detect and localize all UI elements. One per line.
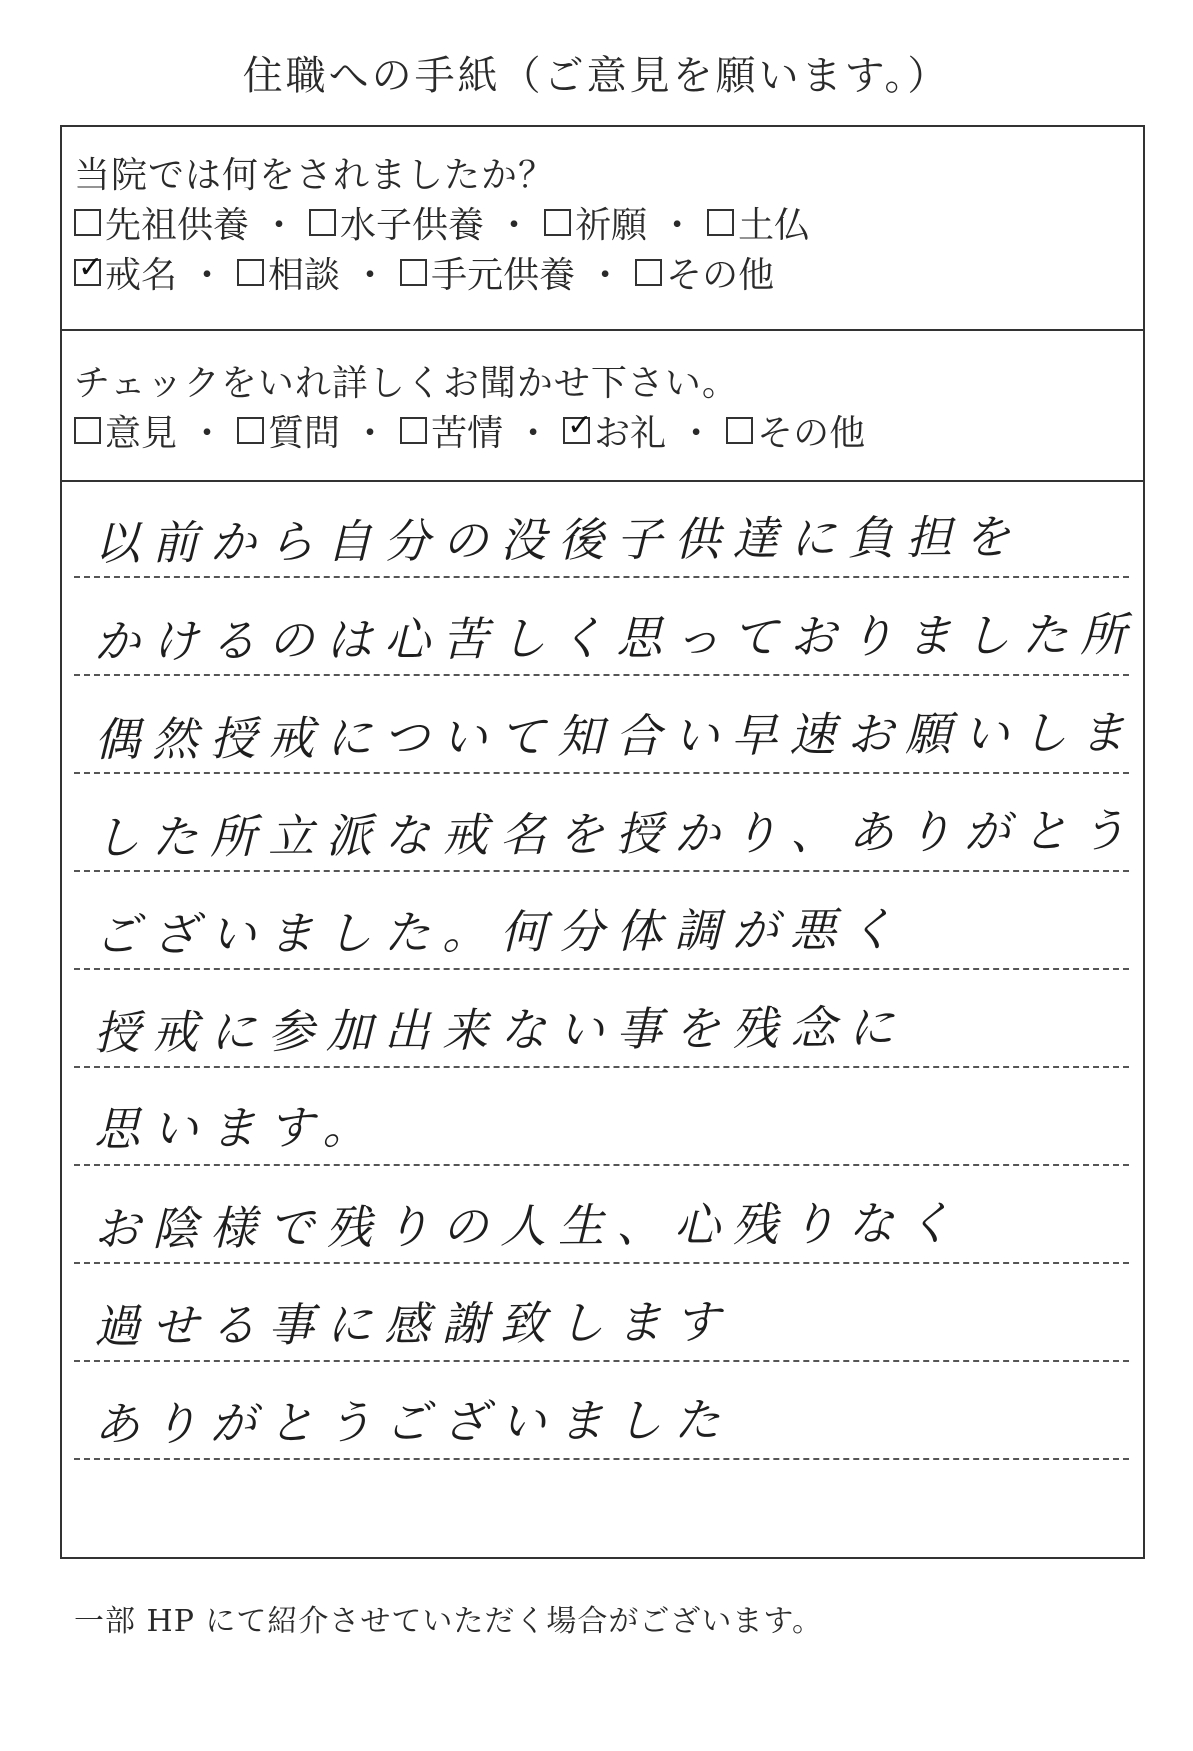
option-shitsumon[interactable]: 質問 (237, 405, 340, 456)
option-kaimyou[interactable]: ✓ 戒名 (74, 247, 177, 298)
checkbox-checked[interactable] (74, 250, 104, 286)
check-mark-icon: ✓ (78, 250, 104, 285)
feedback-type-section (62, 331, 1143, 482)
checkbox-checked[interactable] (563, 408, 593, 444)
option-senzo-kuyou[interactable]: 先祖供養 (74, 197, 249, 248)
checkbox[interactable] (544, 209, 571, 236)
footer-note: 一部 HP にて紹介させていただく場合がございます。 (74, 1604, 824, 1639)
option-sonota-feedback[interactable]: その他 (726, 405, 865, 456)
message-line: ございました。何分体調が悪く (74, 874, 1129, 970)
checkbox[interactable] (237, 259, 264, 286)
feedback-options-row: 意見 ・ 質問 ・ 苦情 ・ ✓ お礼 ・ その他 (74, 405, 865, 456)
service-section (62, 127, 1143, 331)
checkbox[interactable] (74, 209, 101, 236)
option-iken[interactable]: 意見 (74, 405, 177, 456)
page-title: 住職への手紙（ご意見を願います。） (242, 53, 951, 99)
check-mark-icon: ✓ (567, 408, 593, 443)
message-line: 以前から自分の没後子供達に負担を (74, 482, 1129, 578)
option-temoto-kuyou[interactable]: 手元供養 (400, 247, 575, 298)
message-line: した所立派な戒名を授かり、ありがとう (74, 776, 1129, 872)
handwritten-message[interactable] (62, 482, 1143, 1559)
message-line: かけるのは心苦しく思っておりました所 (74, 580, 1129, 676)
message-line: お陰様で残りの人生、心残りなく (74, 1168, 1129, 1264)
option-sonota-service[interactable]: その他 (635, 247, 774, 298)
checkbox[interactable] (400, 259, 427, 286)
message-line: ありがとうございました (74, 1364, 1129, 1460)
checkbox[interactable] (635, 259, 662, 286)
checkbox[interactable] (400, 417, 427, 444)
option-mizuko-kuyou[interactable]: 水子供養 (309, 197, 484, 248)
service-options-row-2: ✓ 戒名 ・ 相談 ・ 手元供養 ・ その他 (74, 247, 774, 298)
message-line: 授戒に参加出来ない事を残念に (74, 972, 1129, 1068)
option-kigan[interactable]: 祈願 (544, 197, 647, 248)
service-options-row-1: 先祖供養 ・ 水子供養 ・ 祈願 ・ 土仏 (74, 197, 810, 248)
message-line: 思います。 (74, 1070, 1129, 1166)
option-orei[interactable]: ✓ お礼 (563, 405, 666, 456)
checkbox[interactable] (707, 209, 734, 236)
option-kujou[interactable]: 苦情 (400, 405, 503, 456)
option-tsuchibotoke[interactable]: 土仏 (707, 197, 810, 248)
checkbox[interactable] (237, 417, 264, 444)
letter-form (60, 125, 1145, 1559)
message-line: 偶然授戒について知合い早速お願いしま (74, 678, 1129, 774)
service-question: 当院では何をされましたか？ (74, 155, 556, 196)
checkbox[interactable] (74, 417, 101, 444)
message-line: 過せる事に感謝致します (74, 1266, 1129, 1362)
option-soudan[interactable]: 相談 (237, 247, 340, 298)
checkbox[interactable] (726, 417, 753, 444)
checkbox[interactable] (309, 209, 336, 236)
feedback-question: チェックをいれ詳しくお聞かせ下さい。 (74, 363, 739, 404)
